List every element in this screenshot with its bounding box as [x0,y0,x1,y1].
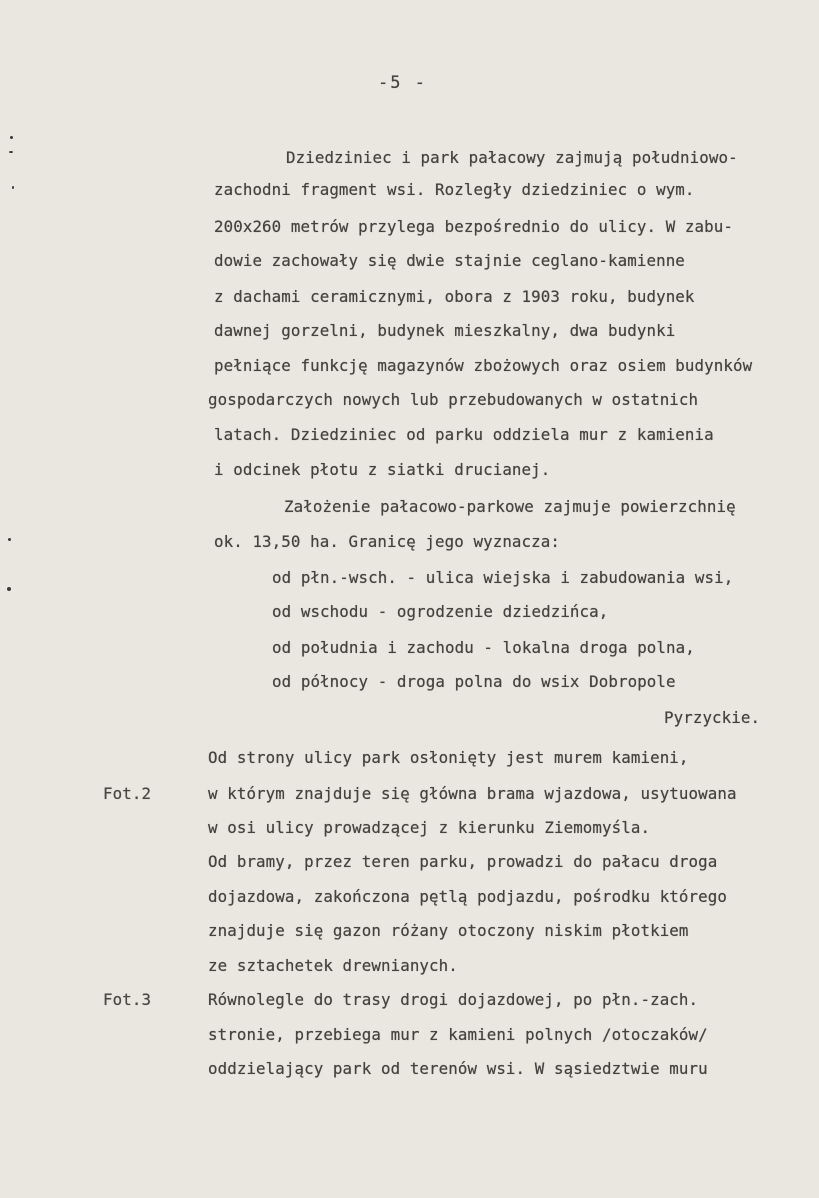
page-number: -5 - [378,73,427,93]
text-line: ok. 13,50 ha. Granicę jego wyznacza: [214,532,560,551]
text-line: w osi ulicy prowadzącej z kierunku Ziemomyśla. [208,818,651,837]
text-line: Założenie pałacowo-parkowe zajmuje powierzchnię [284,497,736,516]
text-line: zachodni fragment wsi. Rozległy dziedziniec o wym. [214,180,695,199]
margin-note: Fot.3 [103,990,152,1009]
margin-mark [9,151,13,153]
margin-mark [8,538,11,541]
text-line: z dachami ceramicznymi, obora z 1903 roku, budynek [214,287,695,306]
text-line: oddzielający park od terenów wsi. W sąsiedztwie muru [208,1059,708,1078]
text-line: i odcinek płotu z siatki drucianej. [214,460,551,479]
border-item: od płn.-wsch. - ulica wiejska i zabudowania wsi, [272,568,734,587]
text-line: latach. Dziedziniec od parku oddziela mur z kamienia [214,425,714,444]
border-item-continuation: Pyrzyckie. [664,708,761,727]
text-line: Od bramy, przez teren parku, prowadzi do pałacu droga [208,852,718,871]
border-item: od północy - droga polna do wsix Dobropole [272,672,676,691]
text-line: znajduje się gazon różany otoczony niskim płotkiem [208,921,689,940]
text-line: stronie, przebiega mur z kamieni polnych /otoczaków/ [208,1025,708,1044]
text-line: dowie zachowały się dwie stajnie ceglano-kamienne [214,251,685,270]
margin-mark [12,186,14,189]
text-line: pełniące funkcję magazynów zbożowych oraz osiem budynków [214,356,753,375]
text-line: Równolegle do trasy drogi dojazdowej, po płn.-zach. [208,990,699,1009]
margin-mark [10,136,13,139]
text-line: 200x260 metrów przylega bezpośrednio do ulicy. W zabu- [214,217,733,236]
text-line: ze sztachetek drewnianych. [208,956,458,975]
text-line: dawnej gorzelni, budynek mieszkalny, dwa budynki [214,321,676,340]
text-line: Dziedziniec i park pałacowy zajmują południowo- [286,148,738,167]
text-line: dojazdowa, zakończona pętlą podjazdu, pośrodku którego [208,887,727,906]
border-item: od południa i zachodu - lokalna droga polna, [272,638,695,657]
margin-note: Fot.2 [103,784,152,803]
margin-mark [7,587,11,591]
text-line: Od strony ulicy park osłonięty jest murem kamieni, [208,748,689,767]
text-line: gospodarczych nowych lub przebudowanych w ostatnich [208,390,699,409]
border-item: od wschodu - ogrodzenie dziedzińca, [272,602,609,621]
text-line: w którym znajduje się główna brama wjazdowa, usytuowana [208,784,737,803]
